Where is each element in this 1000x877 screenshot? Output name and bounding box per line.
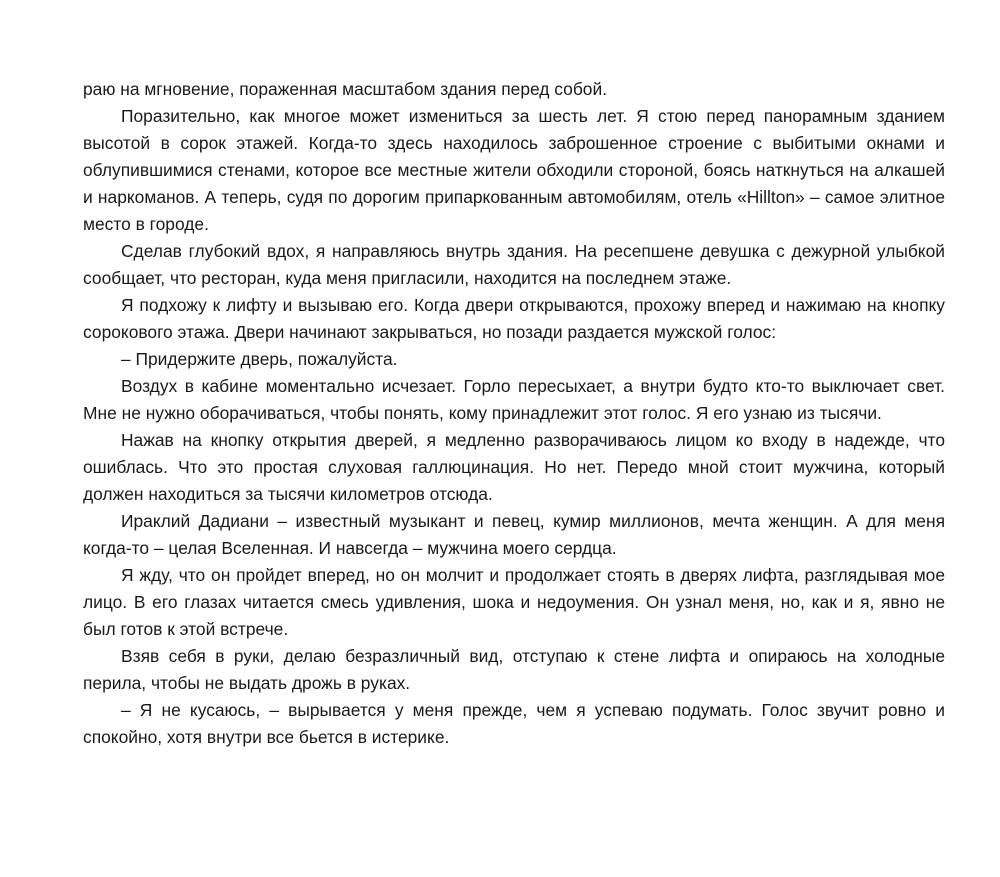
paragraph-5: – Придержите дверь, пожалуйста.: [121, 349, 398, 369]
paragraph-11: – Я не кусаюсь, – вырывается у меня прежде, чем я успеваю подумать. Голос звучит ровно и спокойно, хотя внутри все бьется в истерике.: [83, 700, 945, 747]
paragraph-7: Нажав на кнопку открытия дверей, я медленно разворачиваюсь лицом ко входу в надежде, что ошиблась. Что это простая слуховая галлюцинация. Но нет. Передо мной стоит мужчина, который должен находиться за тысячи километров отсюда.: [83, 430, 945, 504]
paragraph-1: раю на мгновение, пораженная масштабом здания перед собой.: [83, 79, 608, 99]
paragraph-4: Я подхожу к лифту и вызываю его. Когда двери открываются, прохожу вперед и нажимаю на кнопку сорокового этажа. Двери начинают закрываться, но позади раздается мужской голос:: [83, 295, 945, 342]
paragraph-6: Воздух в кабине моментально исчезает. Горло пересыхает, а внутри будто кто-то выключает свет. Мне не нужно оборачиваться, чтобы понять, кому принадлежит этот голос. Я его узнаю из тысячи.: [83, 376, 945, 423]
document-page: [83, 76, 945, 751]
paragraph-10: Взяв себя в руки, делаю безразличный вид, отступаю к стене лифта и опираюсь на холодные перила, чтобы не выдать дрожь в руках.: [83, 646, 945, 693]
paragraph-8: Ираклий Дадиани – известный музыкант и певец, кумир миллионов, мечта женщин. А для меня когда-то – целая Вселенная. И навсегда – мужчина моего сердца.: [83, 511, 945, 558]
paragraph-2: Поразительно, как многое может измениться за шесть лет. Я стою перед панорамным зданием высотой в сорок этажей. Когда-то здесь находилось заброшенное строение с выбитыми окнами и облупившимися стенами, которое все местные жители обходили стороной, боясь наткнуться на алкашей и наркоманов. А теперь, судя по дорогим припаркованным автомобилям, отель «Hillton» – самое элитное место в городе.: [83, 106, 945, 234]
paragraph-9: Я жду, что он пройдет вперед, но он молчит и продолжает стоять в дверях лифта, разглядывая мое лицо. В его глазах читается смесь удивления, шока и недоумения. Он узнал меня, но, как и я, явно не был готов к этой встрече.: [83, 565, 945, 639]
paragraph-3: Сделав глубокий вдох, я направляюсь внутрь здания. На ресепшене девушка с дежурной улыбкой сообщает, что ресторан, куда меня пригласили, находится на последнем этаже.: [83, 241, 945, 288]
